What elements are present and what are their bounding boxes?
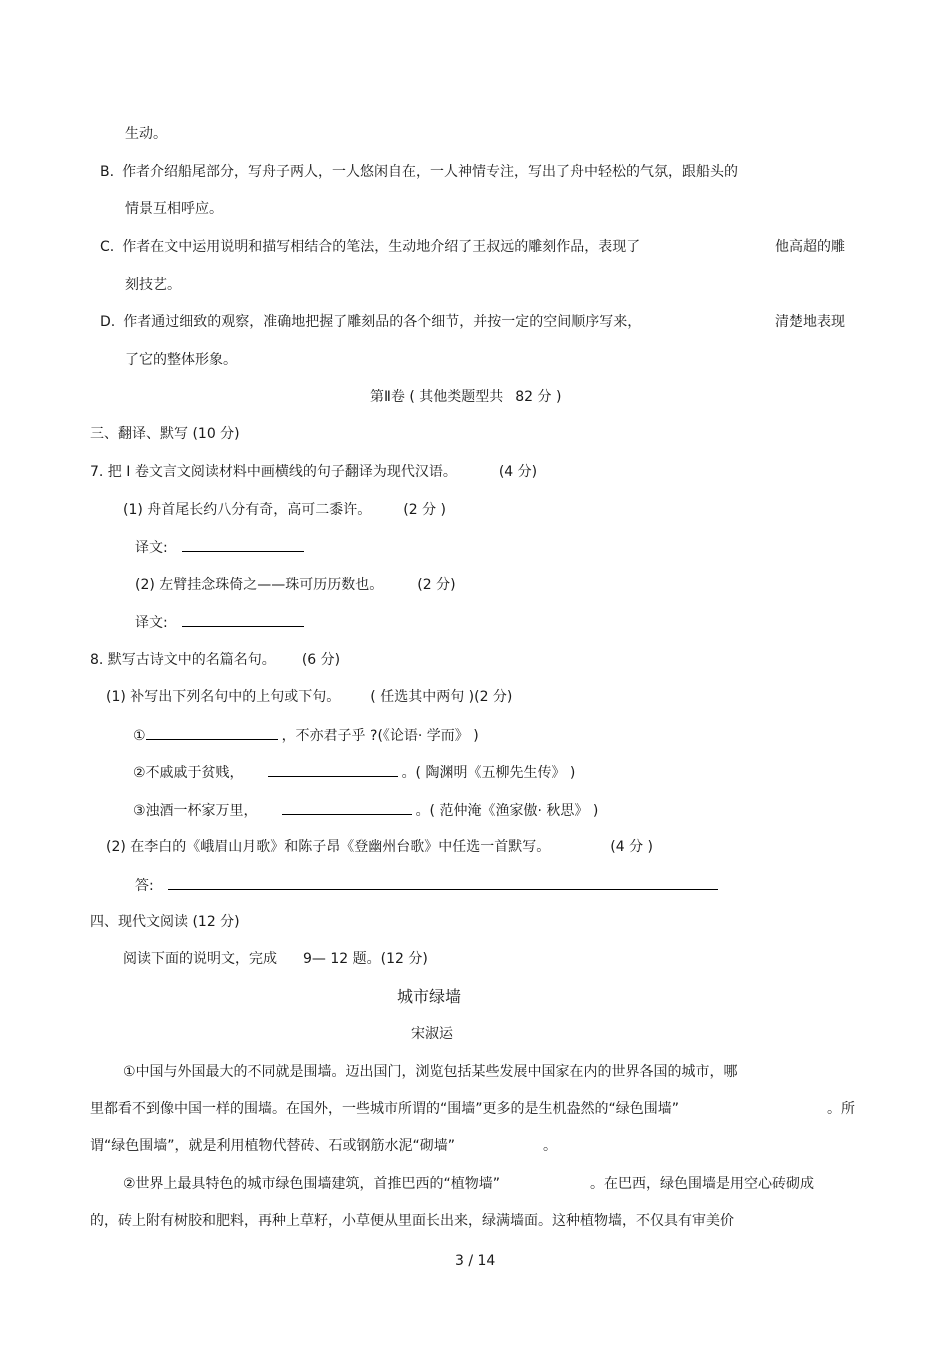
paragraph-2-line1: ②世界上最具特色的城市绿色围墙建筑，首推巴西的“植物墙” <box>123 1176 501 1192</box>
option-d-line2: 了它的整体形象。 <box>125 352 237 368</box>
question-8-text: 8. 默写古诗文中的名篇名句。 <box>90 652 276 668</box>
option-a-continuation: 生动。 <box>125 126 167 142</box>
question-8-1 <box>106 687 512 707</box>
paragraph-1-line2: 里都看不到像中国一样的围墙。在国外，一些城市所谓的“围墙”更多的是生机盎然的“绿色围墙” <box>90 1101 680 1117</box>
option-b-line1 <box>100 162 738 182</box>
question-7-2-text: (2) 左臂挂念珠倚之——珠可历历数也。 <box>135 577 384 593</box>
option-b-text: 作者介绍船尾部分，写舟子两人，一人悠闲自在，一人神情专注，写出了舟中轻松的气氛，跟船头的 <box>122 164 739 180</box>
section-3-heading: 三、翻译、默写 (10 分) <box>90 426 240 442</box>
page-number: 3 / 14 <box>455 1253 496 1269</box>
translation-blank-2[interactable] <box>182 612 304 627</box>
fill-item-1-number: ① <box>133 728 146 744</box>
fill-blank-3[interactable] <box>282 800 412 815</box>
question-8 <box>90 650 340 670</box>
answer-blank[interactable] <box>168 875 718 890</box>
question-8-2-score: (4 分 ) <box>610 839 654 855</box>
option-d-line1 <box>100 312 641 332</box>
question-7-1-score: (2 分 ) <box>403 502 447 518</box>
question-8-score: (6 分) <box>301 652 341 668</box>
option-c-line2: 刻技艺。 <box>125 277 181 293</box>
question-7-2 <box>135 575 456 595</box>
translation-blank-1[interactable] <box>182 537 304 552</box>
fill-item-3 <box>133 800 598 821</box>
question-7 <box>90 462 537 482</box>
option-d-line1-end: 清楚地表现 <box>775 314 845 330</box>
option-c-line1-end: 他高超的雕 <box>775 239 845 255</box>
option-b-label: B. <box>100 164 115 180</box>
translation-label: 译文: <box>135 615 168 631</box>
paragraph-1-line1: ①中国与外国最大的不同就是围墙。迈出国门，浏览包括某些发展中国家在内的世界各国的城市，哪 <box>123 1064 738 1080</box>
question-8-2-text: (2) 在李白的《峨眉山月歌》和陈子昂《登幽州台歌》中任选一首默写。 <box>106 839 551 855</box>
question-8-1-text: (1) 补写出下列名句中的上句或下句。 <box>106 689 341 705</box>
question-7-1-text: (1) 舟首尾长约八分有奇，高可二黍许。 <box>123 502 372 518</box>
volume-2-heading-b: 82 分 ) <box>515 389 562 405</box>
translation-2 <box>135 612 308 633</box>
option-c-line1 <box>100 237 640 257</box>
option-b-line2: 情景互相呼应。 <box>125 201 223 217</box>
fill-item-3-text: ③浊酒一杯家万里， <box>133 803 258 819</box>
option-d-label: D. <box>100 314 116 330</box>
fill-item-3-source: 。( 范仲淹《渔家傲· 秋思》 ) <box>415 803 599 819</box>
paragraph-1-line3-end: 。 <box>543 1138 557 1154</box>
volume-2-heading <box>370 387 561 407</box>
fill-item-1 <box>133 725 479 746</box>
volume-2-heading-a: 第Ⅱ卷 ( 其他类题型共 <box>370 389 504 405</box>
fill-item-2 <box>133 762 575 783</box>
translation-label: 译文: <box>135 540 168 556</box>
paragraph-2-line2: 的，砖上附有树胶和肥料，再种上草籽，小草便从里面长出来，绿满墙面。这种植物墙，不仅具有审美价 <box>90 1213 734 1229</box>
fill-item-1-text: ，不亦君子乎 ?(《论语· 学而》 ) <box>281 728 479 744</box>
article-title: 城市绿墙 <box>397 987 462 1006</box>
fill-blank-1[interactable] <box>146 725 278 740</box>
question-7-text: 7. 把 Ⅰ 卷文言文阅读材料中画横线的句子翻译为现代汉语。 <box>90 464 457 480</box>
fill-item-2-source: 。( 陶渊明《五柳先生传》 ) <box>401 765 576 781</box>
question-8-1-score: ( 任选其中两句 )(2 分) <box>370 689 513 705</box>
reading-instruction-b: 9— 12 题。(12 分) <box>303 951 428 967</box>
answer-line <box>135 875 722 896</box>
option-c-label: C. <box>100 239 115 255</box>
section-4-heading: 四、现代文阅读 (12 分) <box>90 914 240 930</box>
question-7-score: (4 分) <box>498 464 538 480</box>
answer-label: 答: <box>135 878 154 894</box>
question-7-2-score: (2 分) <box>417 577 456 593</box>
paragraph-1-line3: 谓“绿色围墙”，就是利用植物代替砖、石或钢筋水泥“砌墙” <box>90 1138 456 1154</box>
option-d-text: 作者通过细致的观察，准确地把握了雕刻品的各个细节，并按一定的空间顺序写来， <box>123 314 642 330</box>
article-author: 宋淑运 <box>411 1026 453 1042</box>
paragraph-2-line1-end: 。在巴西，绿色围墙是用空心砖砌成 <box>590 1176 814 1192</box>
question-8-2 <box>106 837 653 857</box>
fill-item-2-text: ②不戚戚于贫贱， <box>133 765 244 781</box>
translation-1 <box>135 537 308 558</box>
question-7-1 <box>123 500 446 520</box>
fill-blank-2[interactable] <box>268 762 398 777</box>
reading-instruction <box>123 949 428 969</box>
option-c-text: 作者在文中运用说明和描写相结合的笔法，生动地介绍了王叔远的雕刻作品，表现了 <box>122 239 641 255</box>
reading-instruction-a: 阅读下面的说明文，完成 <box>123 951 277 967</box>
paragraph-1-line2-end: 。所 <box>827 1101 855 1117</box>
